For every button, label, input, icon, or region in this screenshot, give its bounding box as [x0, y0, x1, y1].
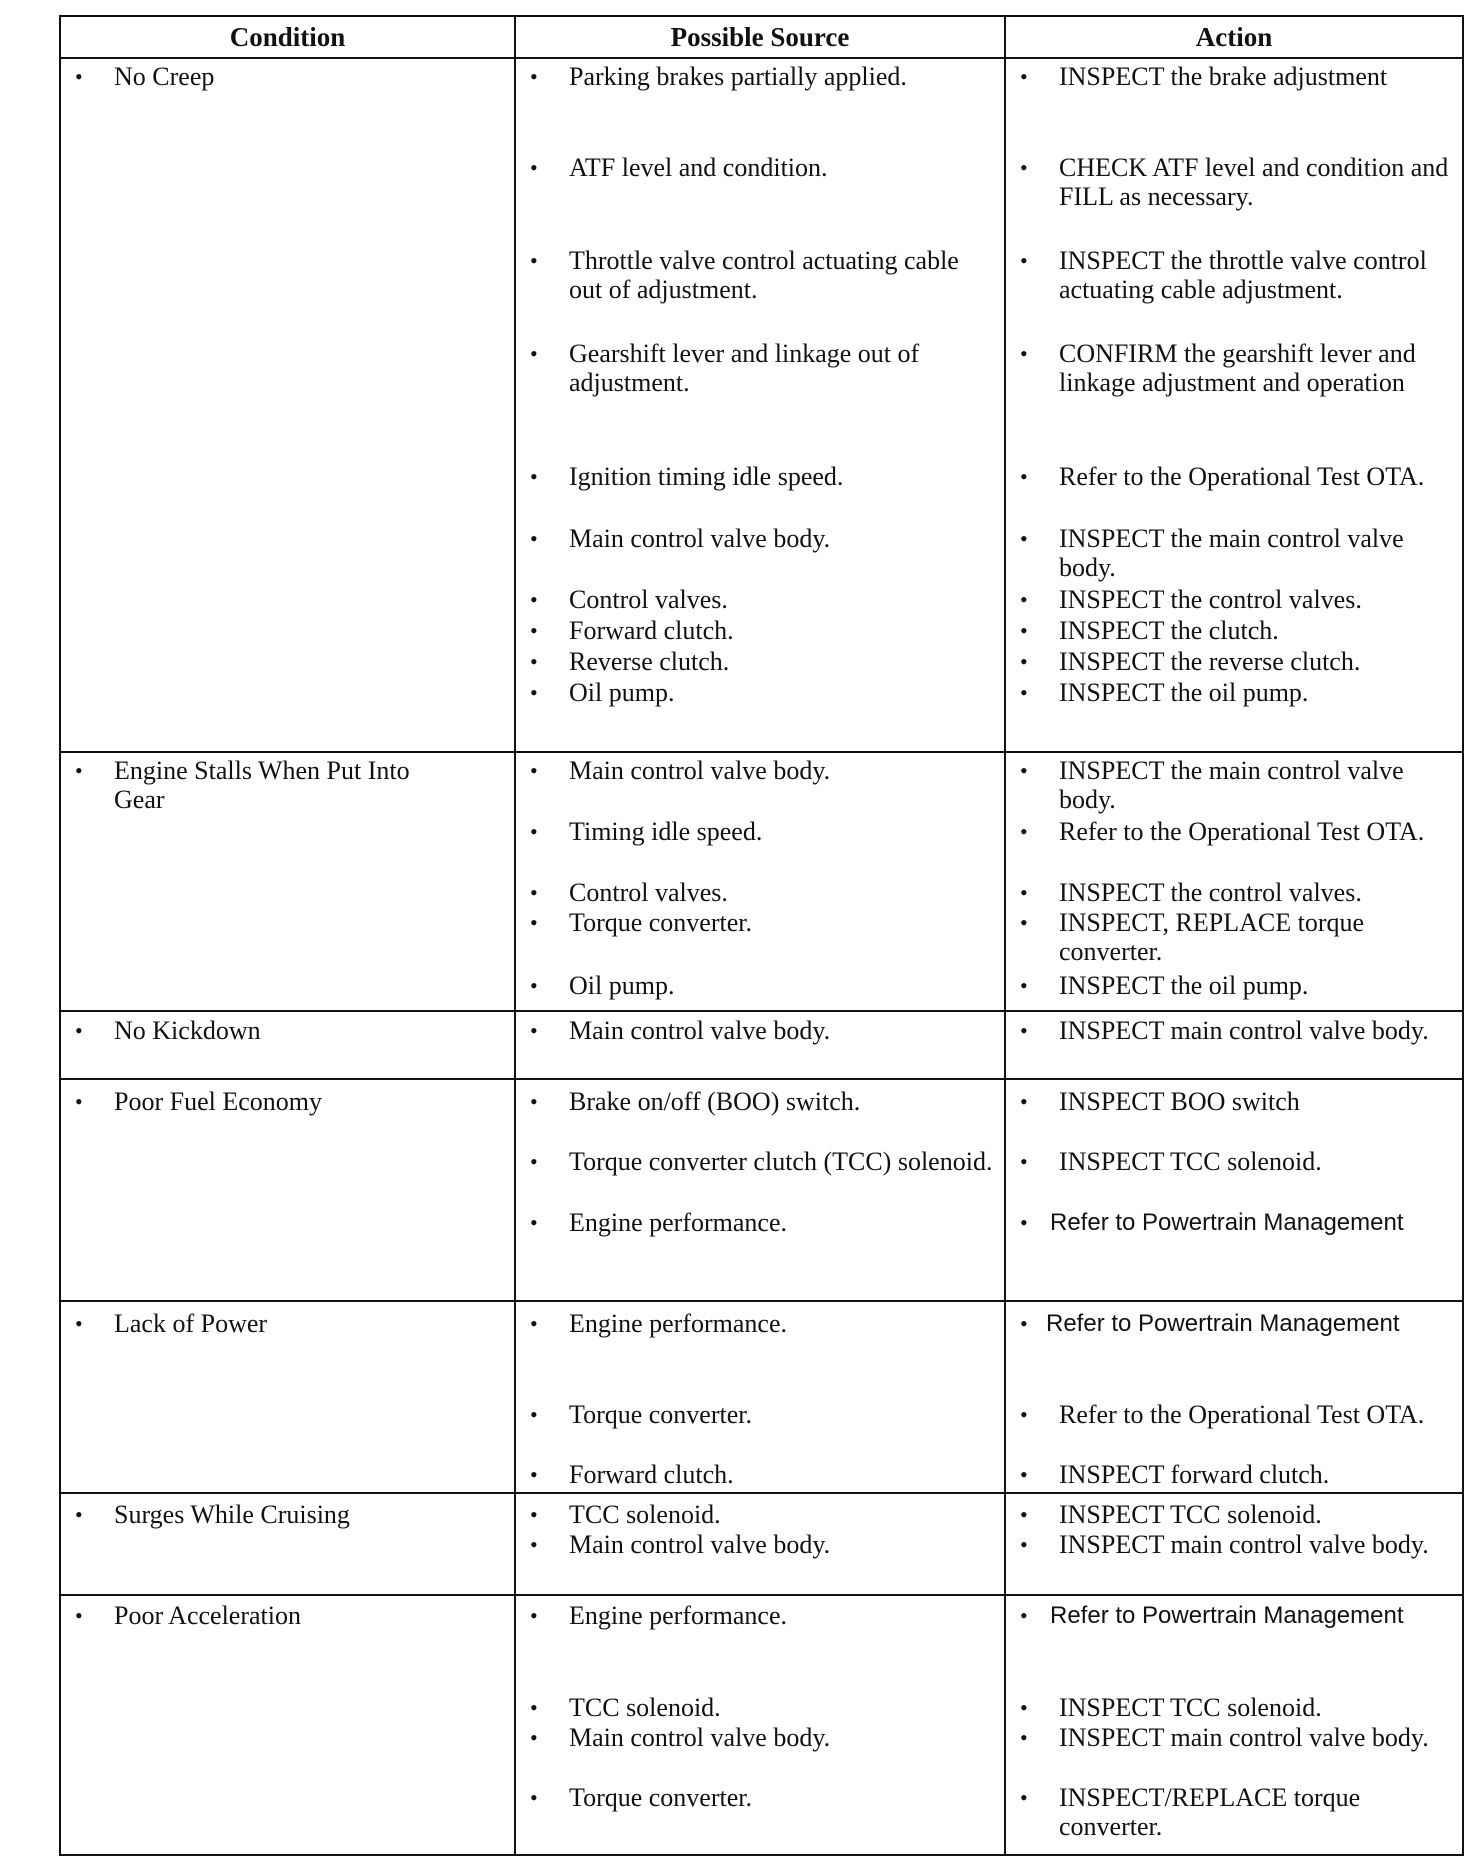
source-item [516, 1016, 998, 1045]
action-cell [1005, 1079, 1463, 1301]
action-text: Refer to the Operational Test OTA. [1059, 817, 1425, 846]
troubleshooting-table [59, 15, 1464, 1856]
table-row [60, 1079, 1463, 1301]
bullet-icon: • [530, 1502, 538, 1527]
source-cell [515, 1011, 1005, 1079]
bullet-icon: • [530, 1603, 538, 1628]
source-item [516, 616, 998, 645]
bullet-icon: • [1020, 910, 1028, 935]
bullet-icon: • [530, 1462, 538, 1487]
bullet-icon: • [530, 819, 538, 844]
action-text: INSPECT the main control valve body. [1059, 524, 1404, 582]
bullet-icon: • [1020, 1603, 1028, 1628]
action-item [1006, 1601, 1456, 1630]
table-row [60, 1595, 1463, 1855]
action-item [1006, 908, 1456, 966]
action-text: INSPECT, REPLACE torque converter. [1059, 908, 1365, 966]
action-text: INSPECT the clutch. [1059, 616, 1279, 645]
bullet-icon: • [1020, 248, 1028, 273]
action-item [1006, 339, 1456, 397]
source-item [516, 1783, 998, 1812]
action-item [1006, 1147, 1456, 1176]
source-item [516, 971, 998, 1000]
action-text: INSPECT the control valves. [1059, 878, 1362, 907]
table-row [60, 1011, 1463, 1079]
action-item [1006, 1723, 1456, 1752]
action-item [1006, 678, 1456, 707]
action-item [1006, 616, 1456, 645]
bullet-icon: • [530, 248, 538, 273]
action-cell [1005, 752, 1463, 1011]
source-cell [515, 1493, 1005, 1595]
condition-cell [60, 58, 515, 752]
bullet-icon: • [75, 1089, 83, 1114]
source-text: Main control valve body. [569, 1723, 831, 1752]
source-item [516, 1400, 998, 1429]
action-item [1006, 62, 1456, 91]
condition-text: No Creep [114, 62, 215, 91]
bullet-icon: • [75, 758, 83, 783]
condition-cell [60, 1493, 515, 1595]
source-text: Reverse clutch. [569, 647, 730, 676]
action-cell [1005, 58, 1463, 752]
bullet-icon: • [1020, 526, 1028, 551]
bullet-icon: • [1020, 1532, 1028, 1557]
bullet-icon: • [530, 1695, 538, 1720]
action-text: INSPECT the control valves. [1059, 585, 1362, 614]
source-text: Control valves. [569, 585, 728, 614]
action-text: Refer to the Operational Test OTA. [1059, 1400, 1425, 1429]
condition-item [61, 756, 508, 814]
bullet-icon: • [1020, 1462, 1028, 1487]
action-text: INSPECT TCC solenoid. [1059, 1147, 1322, 1176]
action-text: INSPECT main control valve body. [1059, 1530, 1429, 1559]
action-item [1006, 1400, 1456, 1429]
bullet-icon: • [530, 526, 538, 551]
bullet-icon: • [530, 758, 538, 783]
source-text: Oil pump. [569, 678, 675, 707]
source-text: Engine performance. [569, 1208, 788, 1237]
source-item [516, 1208, 998, 1237]
bullet-icon: • [1020, 155, 1028, 180]
bullet-icon: • [75, 1603, 83, 1628]
source-item [516, 1693, 998, 1722]
bullet-icon: • [1020, 1725, 1028, 1750]
source-text: Timing idle speed. [569, 817, 763, 846]
source-text: Brake on/off (BOO) switch. [569, 1087, 861, 1116]
bullet-icon: • [530, 341, 538, 366]
action-text: INSPECT the throttle valve control actuating cable adjustment. [1059, 246, 1427, 304]
bullet-icon: • [530, 464, 538, 489]
action-cell [1005, 1493, 1463, 1595]
action-text: INSPECT BOO switch [1059, 1087, 1300, 1116]
condition-item [61, 1601, 508, 1630]
source-text: Torque converter. [569, 908, 752, 937]
source-text: Main control valve body. [569, 524, 831, 553]
condition-text: Engine Stalls When Put Into Gear [114, 756, 410, 814]
action-text: INSPECT TCC solenoid. [1059, 1500, 1322, 1529]
bullet-icon: • [1020, 464, 1028, 489]
source-text: Torque converter clutch (TCC) solenoid. [569, 1147, 993, 1176]
action-item [1006, 462, 1456, 491]
source-text: Parking brakes partially applied. [569, 62, 907, 91]
bullet-icon: • [530, 1311, 538, 1336]
condition-cell [60, 752, 515, 1011]
source-item [516, 246, 998, 304]
action-text: Refer to the Operational Test OTA. [1059, 462, 1425, 491]
condition-cell [60, 1595, 515, 1855]
source-item [516, 647, 998, 676]
action-text: INSPECT the reverse clutch. [1059, 647, 1361, 676]
source-cell [515, 1595, 1005, 1855]
source-item [516, 1309, 998, 1338]
source-item [516, 1460, 998, 1489]
source-text: Control valves. [569, 878, 728, 907]
action-item [1006, 1016, 1456, 1045]
header-action: Action [1005, 16, 1463, 58]
bullet-icon: • [75, 1018, 83, 1043]
condition-item [61, 1016, 508, 1045]
source-item [516, 585, 998, 614]
action-item [1006, 817, 1456, 846]
bullet-icon: • [530, 1785, 538, 1810]
action-item [1006, 1693, 1456, 1722]
source-text: TCC solenoid. [569, 1693, 721, 1722]
source-text: Engine performance. [569, 1309, 788, 1338]
action-item [1006, 971, 1456, 1000]
header-possible-source: Possible Source [515, 16, 1005, 58]
condition-text: Poor Acceleration [114, 1601, 301, 1630]
source-cell [515, 1301, 1005, 1493]
source-text: Ignition timing idle speed. [569, 462, 844, 491]
source-item [516, 817, 998, 846]
bullet-icon: • [1020, 1695, 1028, 1720]
bullet-icon: • [530, 155, 538, 180]
bullet-icon: • [1020, 1402, 1028, 1427]
source-text: TCC solenoid. [569, 1500, 721, 1529]
action-text: INSPECT the oil pump. [1059, 971, 1309, 1000]
action-text: INSPECT forward clutch. [1059, 1460, 1330, 1489]
source-cell [515, 58, 1005, 752]
action-item [1006, 756, 1456, 814]
source-text: Torque converter. [569, 1400, 752, 1429]
source-item [516, 462, 998, 491]
action-cell [1005, 1595, 1463, 1855]
source-text: Main control valve body. [569, 756, 831, 785]
action-text: Refer to Powertrain Management [1050, 1602, 1404, 1629]
source-item [516, 1723, 998, 1752]
condition-text: Lack of Power [114, 1309, 268, 1338]
bullet-icon: • [1020, 819, 1028, 844]
source-item [516, 1601, 998, 1630]
bullet-icon: • [530, 1018, 538, 1043]
source-item [516, 1530, 998, 1559]
source-item [516, 756, 998, 785]
bullet-icon: • [1020, 680, 1028, 705]
bullet-icon: • [1020, 1149, 1028, 1174]
bullet-icon: • [530, 649, 538, 674]
bullet-icon: • [530, 587, 538, 612]
condition-item [61, 1087, 508, 1116]
header-condition: Condition [60, 16, 515, 58]
action-text: CONFIRM the gearshift lever and linkage adjustment and operation [1059, 339, 1416, 397]
condition-cell [60, 1079, 515, 1301]
source-item [516, 62, 998, 91]
bullet-icon: • [75, 64, 83, 89]
action-text: INSPECT the main control valve body. [1059, 756, 1404, 814]
bullet-icon: • [1020, 64, 1028, 89]
bullet-icon: • [1020, 758, 1028, 783]
source-text: Forward clutch. [569, 1460, 734, 1489]
action-text: CHECK ATF level and condition and FILL as necessary. [1059, 153, 1449, 211]
action-item [1006, 524, 1456, 582]
condition-text: Poor Fuel Economy [114, 1087, 322, 1116]
bullet-icon: • [530, 618, 538, 643]
action-cell [1005, 1301, 1463, 1493]
source-item [516, 1147, 998, 1176]
bullet-icon: • [530, 973, 538, 998]
bullet-icon: • [530, 1725, 538, 1750]
action-text: INSPECT the brake adjustment [1059, 62, 1388, 91]
source-item [516, 908, 998, 937]
source-item [516, 153, 998, 182]
action-item [1006, 1783, 1456, 1841]
source-item [516, 878, 998, 907]
action-item [1006, 585, 1456, 614]
table-row [60, 1301, 1463, 1493]
header-row [60, 16, 1463, 58]
bullet-icon: • [530, 1532, 538, 1557]
bullet-icon: • [530, 1402, 538, 1427]
action-item [1006, 1530, 1456, 1559]
bullet-icon: • [75, 1311, 83, 1336]
action-item [1006, 1500, 1456, 1529]
action-item [1006, 1460, 1456, 1489]
condition-cell [60, 1011, 515, 1079]
bullet-icon: • [1020, 341, 1028, 366]
condition-cell [60, 1301, 515, 1493]
source-item [516, 678, 998, 707]
source-text: Oil pump. [569, 971, 675, 1000]
source-text: Throttle valve control actuating cable out of adjustment. [569, 246, 959, 304]
action-text: INSPECT the oil pump. [1059, 678, 1309, 707]
bullet-icon: • [1020, 1210, 1028, 1235]
action-text: Refer to Powertrain Management [1046, 1310, 1400, 1337]
source-text: Gearshift lever and linkage out of adjustment. [569, 339, 920, 397]
bullet-icon: • [1020, 1311, 1028, 1336]
action-item [1006, 1208, 1456, 1237]
bullet-icon: • [75, 1502, 83, 1527]
bullet-icon: • [530, 1210, 538, 1235]
bullet-icon: • [1020, 1785, 1028, 1810]
condition-text: No Kickdown [114, 1016, 261, 1045]
action-item [1006, 878, 1456, 907]
action-item [1006, 153, 1456, 211]
action-item [1006, 246, 1456, 304]
bullet-icon: • [1020, 1089, 1028, 1114]
table-row [60, 58, 1463, 752]
source-cell [515, 752, 1005, 1011]
condition-item [61, 1500, 508, 1529]
source-text: Torque converter. [569, 1783, 752, 1812]
condition-text: Surges While Cruising [114, 1500, 350, 1529]
action-text: INSPECT main control valve body. [1059, 1723, 1429, 1752]
action-item [1006, 1087, 1456, 1116]
source-item [516, 524, 998, 553]
bullet-icon: • [1020, 880, 1028, 905]
bullet-icon: • [530, 64, 538, 89]
source-text: Engine performance. [569, 1601, 788, 1630]
source-item [516, 1087, 998, 1116]
bullet-icon: • [1020, 649, 1028, 674]
bullet-icon: • [1020, 1018, 1028, 1043]
source-text: Main control valve body. [569, 1016, 831, 1045]
bullet-icon: • [1020, 973, 1028, 998]
source-text: Forward clutch. [569, 616, 734, 645]
action-text: Refer to Powertrain Management [1050, 1209, 1404, 1236]
bullet-icon: • [530, 1089, 538, 1114]
action-text: INSPECT main control valve body. [1059, 1016, 1429, 1045]
action-item [1006, 1309, 1456, 1338]
condition-item [61, 1309, 508, 1338]
document-page [59, 15, 1462, 1841]
source-text: ATF level and condition. [569, 153, 828, 182]
bullet-icon: • [1020, 1502, 1028, 1527]
condition-item [61, 62, 508, 91]
table-row [60, 1493, 1463, 1595]
source-item [516, 339, 998, 397]
table-row [60, 752, 1463, 1011]
action-text: INSPECT/REPLACE torque converter. [1059, 1783, 1361, 1841]
bullet-icon: • [530, 1149, 538, 1174]
bullet-icon: • [530, 910, 538, 935]
action-cell [1005, 1011, 1463, 1079]
action-item [1006, 647, 1456, 676]
source-cell [515, 1079, 1005, 1301]
bullet-icon: • [1020, 587, 1028, 612]
bullet-icon: • [530, 880, 538, 905]
source-item [516, 1500, 998, 1529]
bullet-icon: • [1020, 618, 1028, 643]
action-text: INSPECT TCC solenoid. [1059, 1693, 1322, 1722]
bullet-icon: • [530, 680, 538, 705]
source-text: Main control valve body. [569, 1530, 831, 1559]
